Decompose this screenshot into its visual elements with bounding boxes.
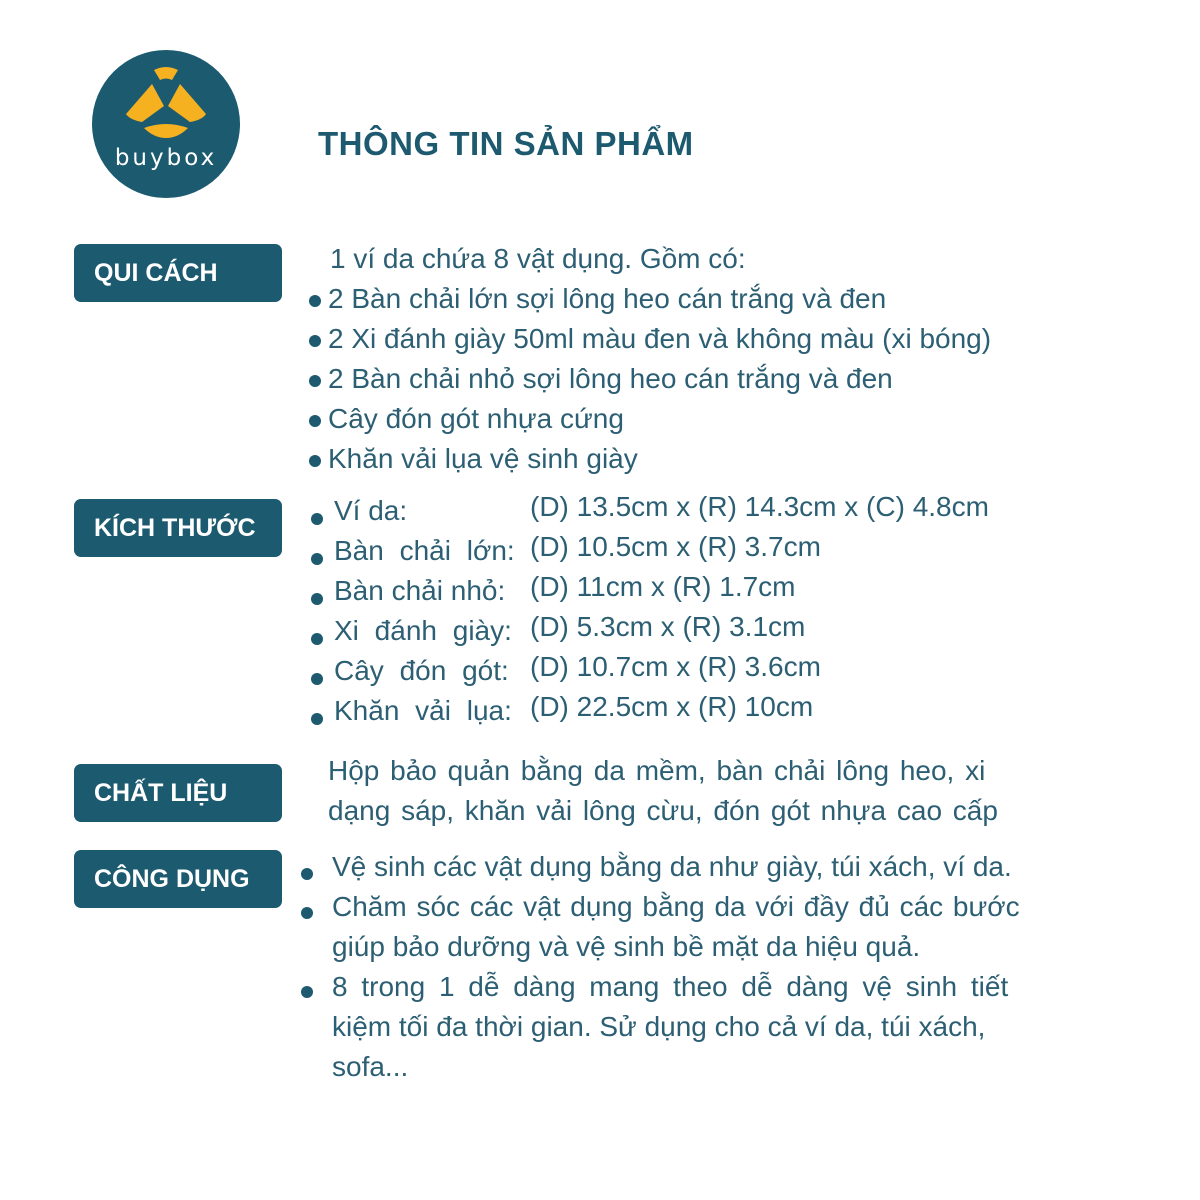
cong-dung-line: sofa... <box>332 1051 409 1082</box>
size-value: (D) 10.7cm x (R) 3.6cm <box>530 651 821 682</box>
label-chat-lieu: CHẤT LIỆU <box>74 764 282 822</box>
qui-cach-item: 2 Bàn chải nhỏ sợi lông heo cán trắng và đen <box>328 363 893 394</box>
chat-lieu-line: Hộp bảo quản bằng da mềm, bàn chải lông heo, xi <box>328 755 986 786</box>
label-cong-dung: CÔNG DỤNG <box>74 850 282 908</box>
bullet-icon <box>311 633 323 645</box>
size-value: (D) 5.3cm x (R) 3.1cm <box>530 611 806 642</box>
size-name: Ví da: <box>334 495 408 526</box>
size-name: Xi đánh giày: <box>334 615 512 646</box>
size-value: (D) 10.5cm x (R) 3.7cm <box>530 531 821 562</box>
qui-cach-item: 2 Xi đánh giày 50ml màu đen và không màu (xi bóng) <box>328 323 992 354</box>
bullet-icon <box>309 455 321 467</box>
bullet-icon <box>311 673 323 685</box>
size-value: (D) 22.5cm x (R) 10cm <box>530 691 814 722</box>
page-title: THÔNG TIN SẢN PHẨM <box>318 125 694 162</box>
bullet-icon <box>301 868 313 880</box>
cong-dung-line: kiệm tối đa thời gian. Sử dụng cho cả ví da, túi xách, <box>332 1011 986 1042</box>
label-kich-thuoc: KÍCH THƯỚC <box>74 499 282 557</box>
chat-lieu-line: dạng sáp, khăn vải lông cừu, đón gót nhựa cao cấp <box>328 795 998 826</box>
bullet-icon <box>311 713 323 725</box>
cong-dung-line: giúp bảo dưỡng và vệ sinh bề mặt da hiệu quả. <box>332 931 921 962</box>
qui-cach-item: 2 Bàn chải lớn sợi lông heo cán trắng và đen <box>328 283 887 314</box>
buybox-logo <box>92 50 240 198</box>
triangle-logo-icon <box>92 50 240 198</box>
size-value: (D) 13.5cm x (R) 14.3cm x (C) 4.8cm <box>530 491 989 522</box>
bullet-icon <box>311 513 323 525</box>
cong-dung-line: Chăm sóc các vật dụng bằng da với đầy đủ các bước <box>332 891 1020 922</box>
qui-cach-intro: 1 ví da chứa 8 vật dụng. Gồm có: <box>330 243 746 274</box>
size-name: Bàn chải lớn: <box>334 535 515 566</box>
bullet-icon <box>309 295 321 307</box>
bullet-icon <box>311 553 323 565</box>
cong-dung-line: 8 trong 1 dễ dàng mang theo dễ dàng vệ sinh tiết <box>332 971 1009 1002</box>
bullet-icon <box>311 593 323 605</box>
size-name: Cây đón gót: <box>334 655 509 686</box>
cong-dung-line: Vệ sinh các vật dụng bằng da như giày, túi xách, ví da. <box>332 851 1012 882</box>
size-name: Bàn chải nhỏ: <box>334 575 506 606</box>
qui-cach-item: Cây đón gót nhựa cứng <box>328 403 624 434</box>
bullet-icon <box>309 375 321 387</box>
bullet-icon <box>301 986 313 998</box>
logo-text: buybox <box>114 145 218 171</box>
size-value: (D) 11cm x (R) 1.7cm <box>530 571 796 602</box>
bullet-icon <box>301 907 313 919</box>
size-name: Khăn vải lụa: <box>334 695 512 726</box>
label-qui-cach: QUI CÁCH <box>74 244 282 302</box>
bullet-icon <box>309 415 321 427</box>
qui-cach-item: Khăn vải lụa vệ sinh giày <box>328 443 638 474</box>
bullet-icon <box>309 335 321 347</box>
